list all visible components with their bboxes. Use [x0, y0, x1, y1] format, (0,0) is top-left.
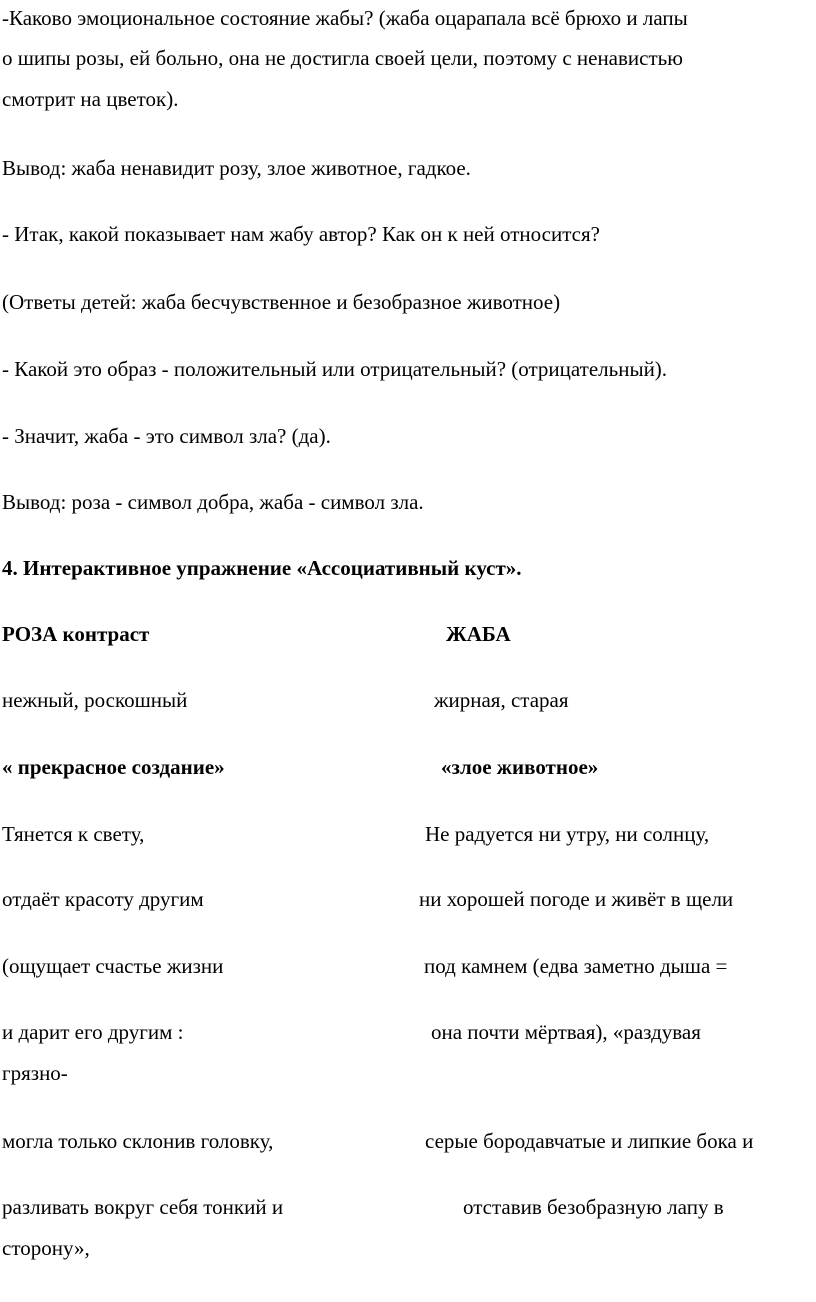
- table-cell-left: нежный, роскошный: [2, 688, 188, 712]
- question-image: - Какой это образ - положительный или отрицательный? (отрицательный).: [2, 357, 668, 381]
- table-cell-left: отдаёт красоту другим: [2, 887, 204, 911]
- paragraph-line: смотрит на цветок).: [2, 87, 179, 111]
- table-cell-left: « прекрасное создание»: [2, 755, 225, 779]
- table-cell-right: Не радуется ни утру, ни солнцу,: [425, 822, 710, 846]
- table-cell-left: сторону»,: [2, 1236, 90, 1260]
- children-answers: (Ответы детей: жаба бесчувственное и безобразное животное): [2, 290, 561, 314]
- table-cell-left: (ощущает счастье жизни: [2, 954, 224, 978]
- table-cell-left: грязно-: [2, 1061, 68, 1085]
- section-heading: 4. Интерактивное упражнение «Ассоциативный куст».: [2, 556, 522, 580]
- table-cell-left: разливать вокруг себя тонкий и: [2, 1195, 284, 1219]
- conclusion-2: Вывод: роза - символ добра, жаба - символ зла.: [2, 490, 424, 514]
- table-cell-right: под камнем (едва заметно дыша =: [424, 954, 728, 978]
- question-author: - Итак, какой показывает нам жабу автор? Как он к ней относится?: [2, 222, 600, 246]
- table-cell-right: ни хорошей погоде и живёт в щели: [419, 887, 734, 911]
- table-cell-left: могла только склонив головку,: [2, 1129, 274, 1153]
- table-header-left: РОЗА контраст: [2, 622, 150, 646]
- table-cell-left: и дарит его другим :: [2, 1020, 184, 1044]
- table-cell-right: жирная, старая: [434, 688, 569, 712]
- conclusion-1: Вывод: жаба ненавидит розу, злое животное, гадкое.: [2, 156, 471, 180]
- table-cell-right: серые бородавчатые и липкие бока и: [425, 1129, 754, 1153]
- table-cell-right: отставив безобразную лапу в: [463, 1195, 724, 1219]
- paragraph-line: о шипы розы, ей больно, она не достигла своей цели, поэтому с ненавистью: [2, 46, 683, 70]
- table-cell-left: Тянется к свету,: [2, 822, 145, 846]
- table-header-right: ЖАБА: [446, 622, 511, 646]
- paragraph-line: -Каково эмоциональное состояние жабы? (жаба оцарапала всё брюхо и лапы: [2, 6, 688, 30]
- table-cell-right: «злое животное»: [441, 755, 599, 779]
- question-symbol: - Значит, жаба - это символ зла? (да).: [2, 424, 331, 448]
- table-cell-right: она почти мёртвая), «раздувая: [431, 1020, 701, 1044]
